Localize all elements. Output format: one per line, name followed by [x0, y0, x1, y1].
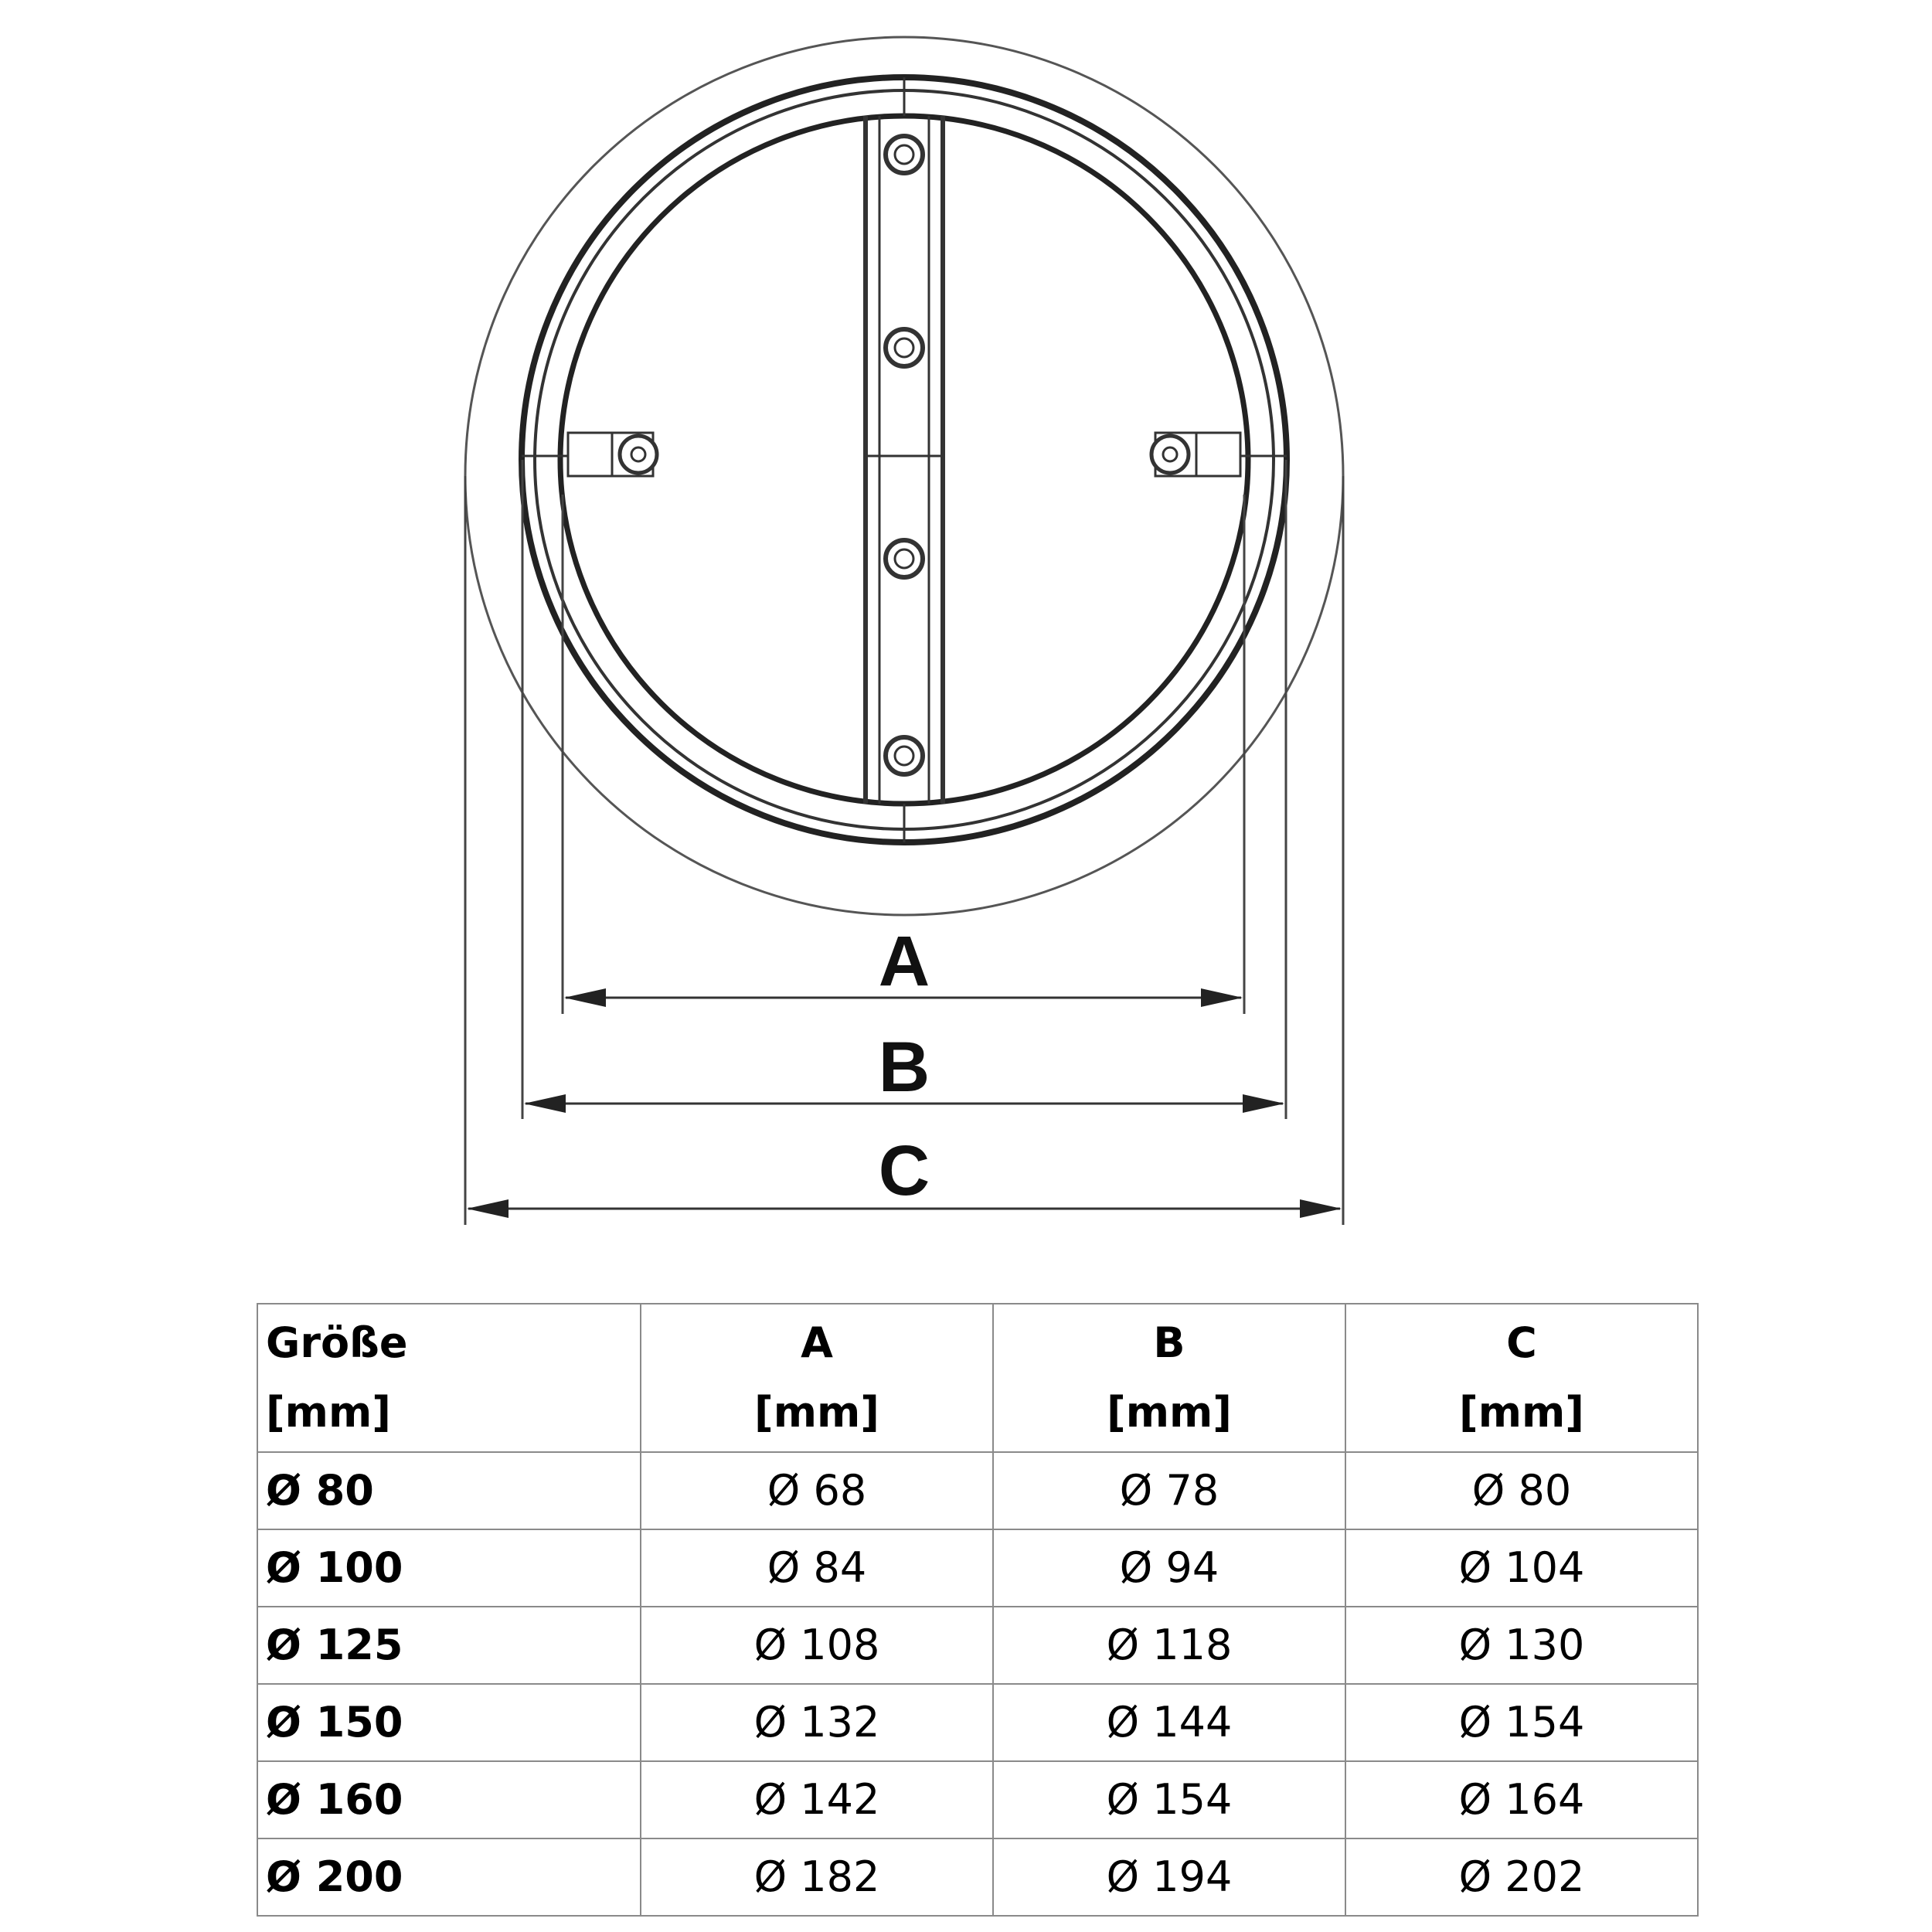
table-row — [257, 1838, 1698, 1916]
cell-b: Ø 144 — [993, 1684, 1345, 1761]
table-row — [257, 1684, 1698, 1761]
table-row — [257, 1607, 1698, 1684]
cell-size: Ø 125 — [257, 1607, 641, 1684]
table-header-row — [257, 1304, 1698, 1452]
cell-b: Ø 118 — [993, 1607, 1345, 1684]
cell-a: Ø 142 — [641, 1761, 993, 1838]
cell-c: Ø 130 — [1345, 1607, 1698, 1684]
cell-c: Ø 154 — [1345, 1684, 1698, 1761]
cell-size: Ø 160 — [257, 1761, 641, 1838]
left-lug — [568, 433, 657, 476]
header-a — [641, 1304, 993, 1452]
table-row — [257, 1452, 1698, 1529]
rivet-2 — [886, 329, 923, 366]
cell-a: Ø 182 — [641, 1838, 993, 1916]
header-b-unit: [mm] — [1107, 1388, 1232, 1437]
dimension-b — [524, 1028, 1284, 1113]
dimension-c — [467, 1131, 1342, 1218]
dimensions-table — [257, 1303, 1699, 1917]
header-c — [1345, 1304, 1698, 1452]
cell-size: Ø 200 — [257, 1838, 641, 1916]
cell-size: Ø 100 — [257, 1529, 641, 1607]
cell-size: Ø 150 — [257, 1684, 641, 1761]
cell-a: Ø 68 — [641, 1452, 993, 1529]
rivet-3 — [886, 540, 923, 577]
cell-b: Ø 94 — [993, 1529, 1345, 1607]
cell-a: Ø 84 — [641, 1529, 993, 1607]
cell-b: Ø 78 — [993, 1452, 1345, 1529]
cell-c: Ø 80 — [1345, 1452, 1698, 1529]
header-b-label: B — [1153, 1318, 1185, 1367]
header-c-unit: [mm] — [1459, 1388, 1584, 1437]
table-row — [257, 1529, 1698, 1607]
header-size — [257, 1304, 641, 1452]
header-a-unit: [mm] — [754, 1388, 879, 1437]
ring-inner-edge — [560, 116, 1248, 804]
dimension-a — [564, 922, 1243, 1007]
dimension-c-label: C — [878, 1131, 930, 1210]
cell-c: Ø 104 — [1345, 1529, 1698, 1607]
header-b — [993, 1304, 1345, 1452]
center-bar — [866, 116, 943, 804]
header-size-unit: [mm] — [266, 1388, 391, 1437]
rivet-4 — [886, 737, 923, 774]
rivet-1 — [886, 136, 923, 173]
header-a-label: A — [801, 1318, 833, 1367]
cell-b: Ø 154 — [993, 1761, 1345, 1838]
dimension-a-label: A — [878, 922, 930, 1001]
right-lug — [1151, 433, 1240, 476]
cell-a: Ø 108 — [641, 1607, 993, 1684]
cell-size: Ø 80 — [257, 1452, 641, 1529]
dimension-b-label: B — [878, 1028, 930, 1107]
cell-a: Ø 132 — [641, 1684, 993, 1761]
cell-c: Ø 202 — [1345, 1838, 1698, 1916]
table-row — [257, 1761, 1698, 1838]
cell-b: Ø 194 — [993, 1838, 1345, 1916]
header-size-label: Größe — [266, 1318, 408, 1367]
cell-c: Ø 164 — [1345, 1761, 1698, 1838]
header-c-label: C — [1506, 1318, 1537, 1367]
